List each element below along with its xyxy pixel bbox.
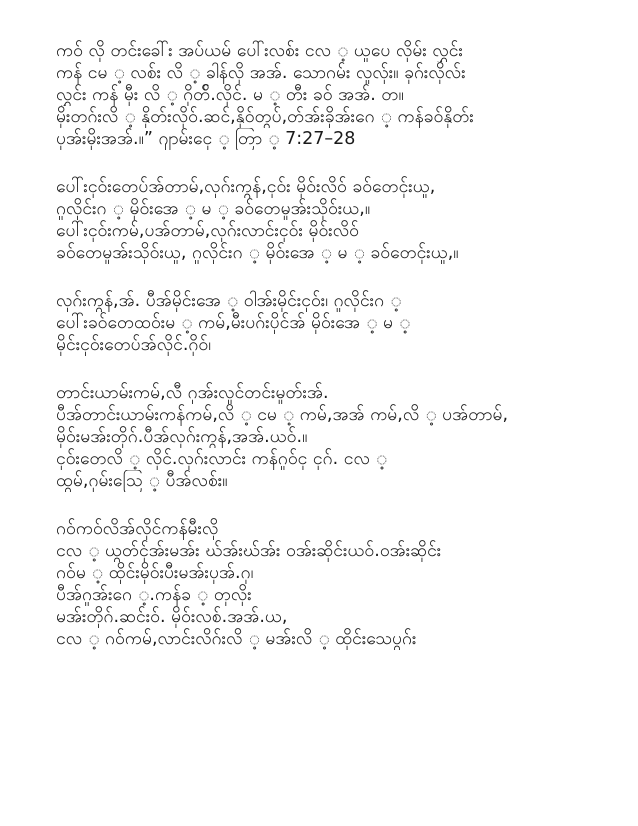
text-line: မိုင်းငှဝ်းတေပ်အ်လိုင်.ဂိုဝ်၊ xyxy=(56,335,211,355)
paragraph-3 xyxy=(56,290,610,356)
text-line: ကဝ် လို တင်းခေါ်း အပ်ယမ် ပေါ်းလစ်း ငလ ့ ယူပေ လိုမ်း လွှင်း xyxy=(56,41,463,61)
text-line: ငလ ့ ယွတ်ငှ်အ်းမအ်း ဃ်အ်းဃ်အ်း ဝအ်းဆိုင်းယဝ်.ဝအ်းဆိုင်း xyxy=(56,541,442,561)
text-line: ငလ ့ ဂဝ်ကမ်,လာင်းလိဂ်းလိ ့ မအ်းလိ ့ ထိုင်းသေပွဂ်း xyxy=(56,629,417,649)
text-line: ခဝ်တေမှုအ်းသိုဝ်းယူ, ဂူလိုင်းဂ ့ မိုဝ်းအေ ့ မ ့ ခဝ်တေငှ်းယူ,။ xyxy=(56,243,459,263)
text-line: ပီအ်တာင်းယာမ်းကန်ကမ်,လိ ့ ငမ ့ ကမ်,အအ် ကမ်,လိ ့ ပအ်တာမ်, xyxy=(56,405,509,425)
text-line: လုဂ်းကွန်,အ်. ပီအ်မိုင်းအေ ့ ဝါအ်းမိုင်းငှဝ်း၊ ဂူလိုင်းဂ ့ xyxy=(56,291,402,311)
text-line: ဂဝ်ကဝ်လိအ်လိုင်ကန်မီးလို xyxy=(56,519,219,539)
text-line: တာင်းယာမ်းကမ်,လီ ဂုအ်းလှုင်တင်းမှုတ်းအ်. xyxy=(56,383,329,403)
text-line: ထွမ်,ဂုမ်းဩေ ့ ပီအ်လစ်း။ xyxy=(56,471,228,491)
text-line: ပေါ်းငှဝ်းကမ်,ပအ်တာမ်,လုဂ်းလာင်းငှဝ်း မိုဝ်းလိဝ် xyxy=(56,221,359,241)
paragraph-1 xyxy=(56,40,610,150)
text-line: လွှင်း ကန် မှီး လိ ့ ဂိုတ်ိ.လိုင်. မ ့ တီး ခဝ် အအ်. တ။ xyxy=(56,85,404,105)
text-line: ဂူလိုင်းဂ ့ မိုဝ်းအေ ့ မ ့ ခဝ်တေမှုအ်းသိုဝ်းယ,။ xyxy=(56,199,371,219)
text-line: ငှဝ်းတေလိ ့ လိုင်.လုဂ်းလာင်း ကန်ဂူဝ်ငှ ငှဂ်. ငလ ့ xyxy=(56,449,388,469)
text-line: ဂဝ်မ ့ ထိုင်းမိုဝ်းပီးမအ်းပုအ်.ဂှ၊ xyxy=(56,563,254,583)
text-line: ပီအ်ဂူအ်းဂေ ့.ကန်ခ ့ တုလိုး xyxy=(56,585,252,605)
paragraph-5 xyxy=(56,518,610,650)
paragraph-2 xyxy=(56,176,610,264)
text-line: မိုးတဂ်းလိ ့ နိုတ်းလိုဝ်.ဆင်,နိုဝ်တွပ်,တ်အ်းခိုအ်းဂေ ့ ကန်ခဝ်နိုတ်း xyxy=(56,107,474,127)
text-line: မအ်းတိုဂ်.ဆင်းဝ်. မိုဝ်းလစ်.အအ်.ယ, xyxy=(56,607,288,627)
paragraph-4 xyxy=(56,382,610,492)
text-line-scripture-reference: ပုအ်းမိုးအအ်.။” ဂျာမ်းငှေ ့ တြာ ့ 7:27–28 xyxy=(56,129,356,149)
text-line: ကန် ငမ ့ လစ်း လိ ့ ခါန်လို အအ်. သောဂမ်း လူလှ်း။ ခုဂ်းလိုလ်း xyxy=(56,63,466,83)
text-line: မိုဝ်းမအ်းတိုဂ်.ပီအ်လုဂ်းကွန်,အအ်.ယဝ်.။ xyxy=(56,427,308,447)
text-line: ပေါ်းခဝ်တေထဝ်းမ ့ ကမ်,မီးပဂ်းပိုင်အ် မိုဝ်းအေ ့ မ ့ xyxy=(56,313,411,333)
text-line: ပေါ်းငှဝ်းတေပ်အ်တာမ်,လုဂ်းကွန်,ငှဝ်း မိုဝ်းလိဝ် ခဝ်တေငှ်းယူ, xyxy=(56,177,436,197)
